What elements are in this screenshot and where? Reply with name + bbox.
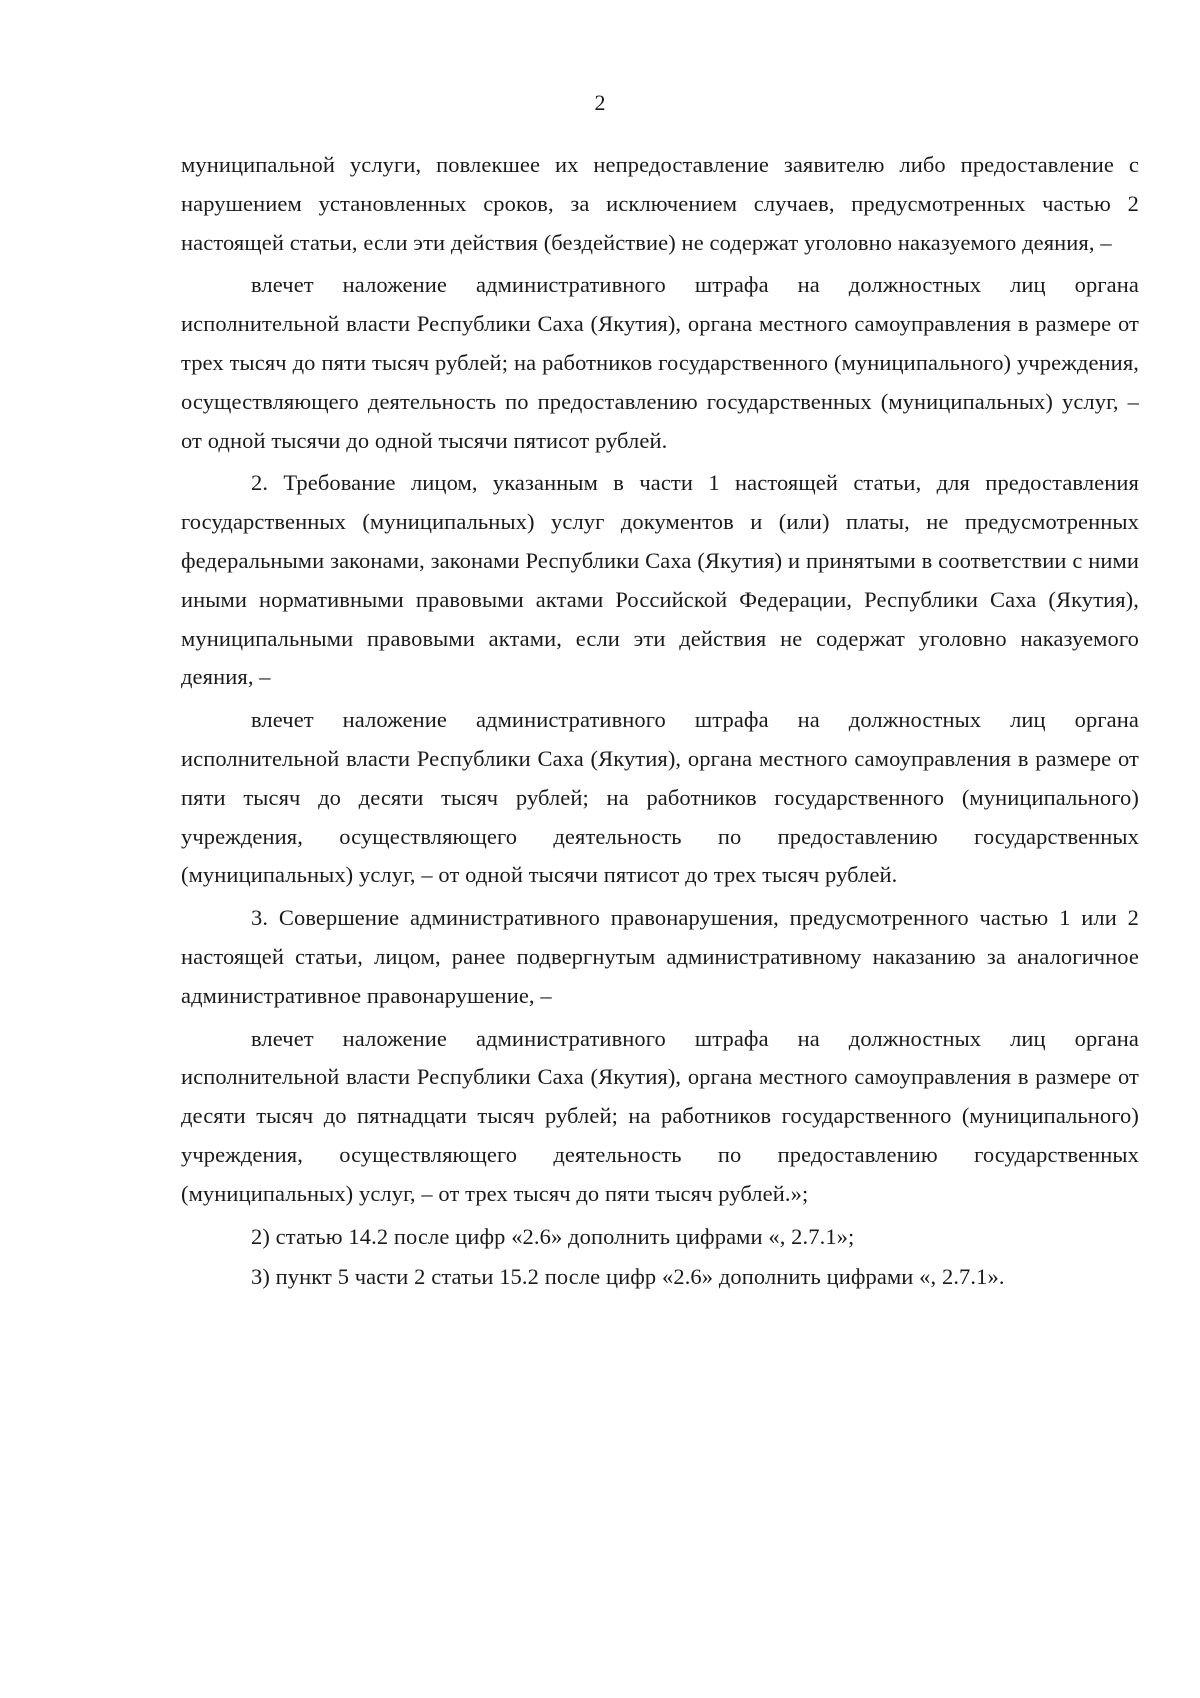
amendment-item-2: 2) статью 14.2 после цифр «2.6» дополнить цифрами «, 2.7.1»; bbox=[251, 1223, 855, 1249]
paragraph-penalty-part-1: влечет наложение административного штрафа на должностных лиц органа исполнительной власти Республики Саха (Якутия), органа местного самоуправления в размере от трех тысяч до пяти тысяч рублей; на работников государственного (муниципального) учреждения, осуществляющего деятельность по предоставлению государственных (муниципальных) услуг, – от одной тысячи до одной тысячи пятисот рублей. bbox=[181, 272, 1139, 453]
paragraph-penalty-part-3: влечет наложение административного штрафа на должностных лиц органа исполнительной власти Республики Саха (Якутия), органа местного самоуправления в размере от десяти тысяч до пятнадцати тысяч рублей; на работников государственного (муниципального) учреждения, осуществляющего деятельность по предоставлению государственных (муниципальных) услуг, – от трех тысяч до пяти тысяч рублей.»; bbox=[181, 1025, 1139, 1206]
amendment-item-3: 3) пункт 5 части 2 статьи 15.2 после цифр «2.6» дополнить цифрами «, 2.7.1». bbox=[251, 1264, 1005, 1290]
paragraph-continuation: муниципальной услуги, повлекшее их непредоставление заявителю либо предоставление с нарушением установленных сроков, за исключением случаев, предусмотренных частью 2 настоящей статьи, если эти действия (бездействие) не содержат уголовно наказуемого деяния, – bbox=[181, 152, 1139, 255]
page-number: 2 bbox=[594, 90, 606, 115]
paragraph-part-3: 3. Совершение административного правонарушения, предусмотренного частью 1 или 2 настоящей статьи, лицом, ранее подвергнутым административному наказанию за аналогичное административное правонарушение, – bbox=[181, 905, 1139, 1008]
paragraph-penalty-part-2: влечет наложение административного штрафа на должностных лиц органа исполнительной власти Республики Саха (Якутия), органа местного самоуправления в размере от пяти тысяч до десяти тысяч рублей; на работников государственного (муниципального) учреждения, осуществляющего деятельность по предоставлению государственных (муниципальных) услуг, – от одной тысячи пятисот до трех тысяч рублей. bbox=[181, 707, 1139, 888]
document-body bbox=[181, 146, 1139, 1299]
paragraph-part-2: 2. Требование лицом, указанным в части 1 настоящей статьи, для предоставления государственных (муниципальных) услуг документов и (или) платы, не предусмотренных федеральными законами, законами Республики Саха (Якутия) и принятыми в соответствии с ними иными нормативными правовыми актами Российской Федерации, Республики Саха (Якутия), муниципальными правовыми актами, если эти действия не содержат уголовно наказуемого деяния, – bbox=[181, 470, 1139, 690]
